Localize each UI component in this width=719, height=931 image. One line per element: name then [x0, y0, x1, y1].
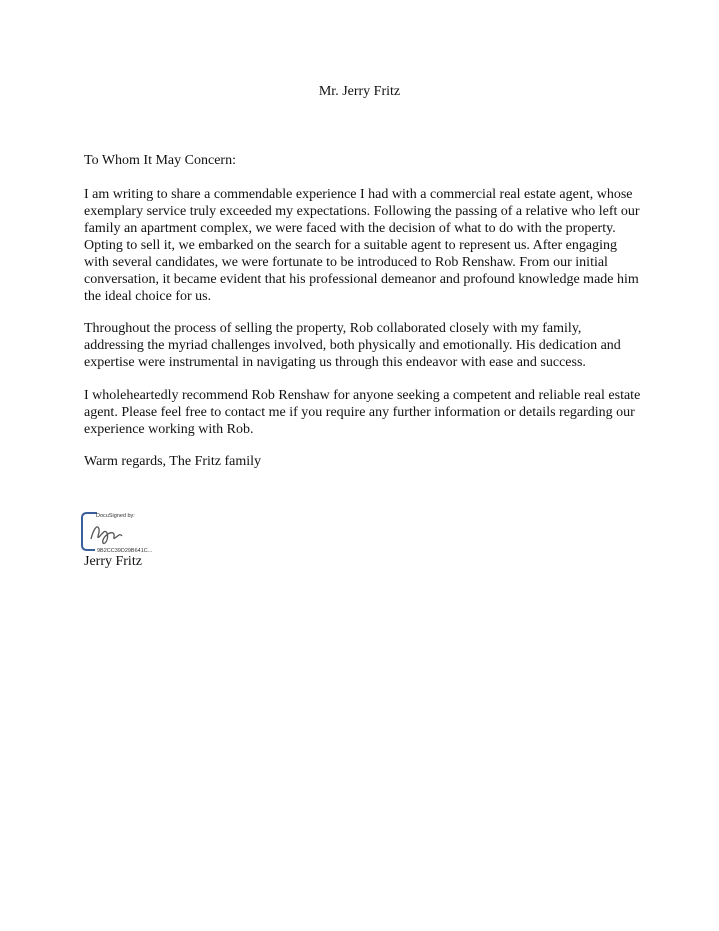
paragraph-2 [84, 320, 644, 371]
docusign-frame-icon [79, 509, 189, 555]
salutation: To Whom It May Concern: [84, 153, 236, 168]
paragraph-2-text: Throughout the process of selling the property, Rob collaborated closely with my family, addressing the myriad challenges involved, both physically and emotionally. His dedication and expertise were instrumental in navigating us through this endeavor with ease and success. [84, 321, 621, 370]
paragraph-1 [84, 186, 644, 305]
envelope-id: 9B2CC39D29B641C... [97, 548, 153, 554]
docusign-signature [79, 509, 189, 555]
paragraph-3-text: I wholeheartedly recommend Rob Renshaw for anyone seeking a competent and reliable real estate agent. Please feel free to contact me if you require any further information or details regarding our experience working with Rob. [84, 388, 641, 437]
docusign-label: DocuSigned by: [96, 513, 135, 519]
signer-name: Jerry Fritz [84, 554, 142, 569]
paragraph-3 [84, 387, 644, 438]
handwritten-signature-icon [91, 527, 122, 543]
closing: Warm regards, The Fritz family [84, 454, 262, 469]
letter-header: Mr. Jerry Fritz [318, 84, 401, 99]
paragraph-1-text: I am writing to share a commendable experience I had with a commercial real estate agent, whose exemplary service truly exceeded my expectations. Following the passing of a relative who left our family an apartment complex, we were faced with the decision of what to do with the property. Opting to sell it, we embarked on the search for a suitable agent to represent us. After engaging with several candidates, we were fortunate to be introduced to Rob Renshaw. From our initial conversation, it became evident that his professional demeanor and profound knowledge made him the ideal choice for us. [84, 187, 640, 304]
